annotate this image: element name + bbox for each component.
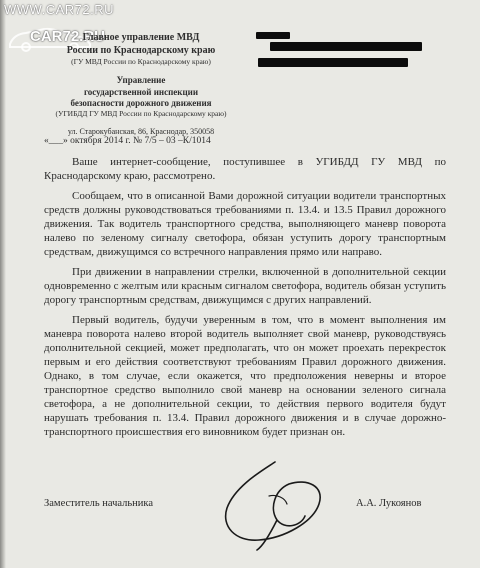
paragraph: Ваше интернет-сообщение, поступившее в УГИБДД ГУ МВД по Краснодарскому краю, рассмотрено. <box>44 156 446 182</box>
org-abbrev-1: (ГУ МВД России по Краснодарскому краю) <box>71 57 211 66</box>
org-name-2: России по Краснодарскому краю <box>66 44 216 56</box>
org-name-1: Главное управление МВД <box>82 32 200 43</box>
dept-name-2: государственной инспекции <box>83 86 199 97</box>
letter-body <box>44 155 446 445</box>
redaction-mark <box>256 32 290 39</box>
signer-position: Заместитель начальника <box>44 498 154 509</box>
paragraph: При движении в направлении стрелки, включенной в дополнительной секции одновременно с желтым или красным сигналом светофора, водитель обязан уступить дорогу транспортным средствам, движущимся с других направлений. <box>44 266 446 306</box>
watermark-logo-text: CAR72.RU <box>30 28 106 45</box>
signer-name: А.А. Лукоянов <box>356 498 422 509</box>
paragraph: Первый водитель, будучи уверенным в том, что в момент выполнения им маневра поворота налево второй водитель выполняет свой маневр, руководствуясь дополнительной секцией, может предполагать, что он может проехать перекресток первым и его действия соответствуют требованиям Правил дорожного движения. Однако, в том случае, если окажется, что предположения неверны и второе транспортное средство выполнило свой маневр на основании зеленого сигнала светофора, а не дополнительной секции, то действия первого водителя будут нарушать требования п. 13.4. Правил дорожного движения и в случае дорожно-транспортного происшествия его виновником будет признан он. <box>44 314 446 438</box>
letterhead <box>36 32 246 137</box>
dept-abbrev: (УГИБДД ГУ МВД России по Краснодарскому краю) <box>55 109 227 119</box>
dept-name-3: безопасности дорожного движения <box>70 97 212 108</box>
redaction-mark <box>258 58 408 67</box>
redaction-mark <box>270 42 422 51</box>
watermark-text: WWW.CAR72.RU <box>4 2 114 17</box>
org-address: ул. Старокубанская, 86, Краснодар, 350058 <box>67 126 215 136</box>
handwritten-signature <box>215 456 335 551</box>
page-edge-shadow <box>0 0 6 568</box>
dept-name-1: Управление <box>116 75 166 86</box>
letter-reference: «___» октября 2014 г. № 7/5 – 03 –К/1014 <box>44 136 211 146</box>
paragraph: Сообщаем, что в описанной Вами дорожной ситуации водители транспортных средств должны руководствоваться требованиями п. 13.4. и 13.5 Правил дорожного движения. Так водитель транспортного средства, выполняющего маневр поворота налево по зеленому сигналу светофора, обязан уступить дорогу транспортным средствам, движущимся со встречного направления прямо или направо. <box>44 190 446 258</box>
